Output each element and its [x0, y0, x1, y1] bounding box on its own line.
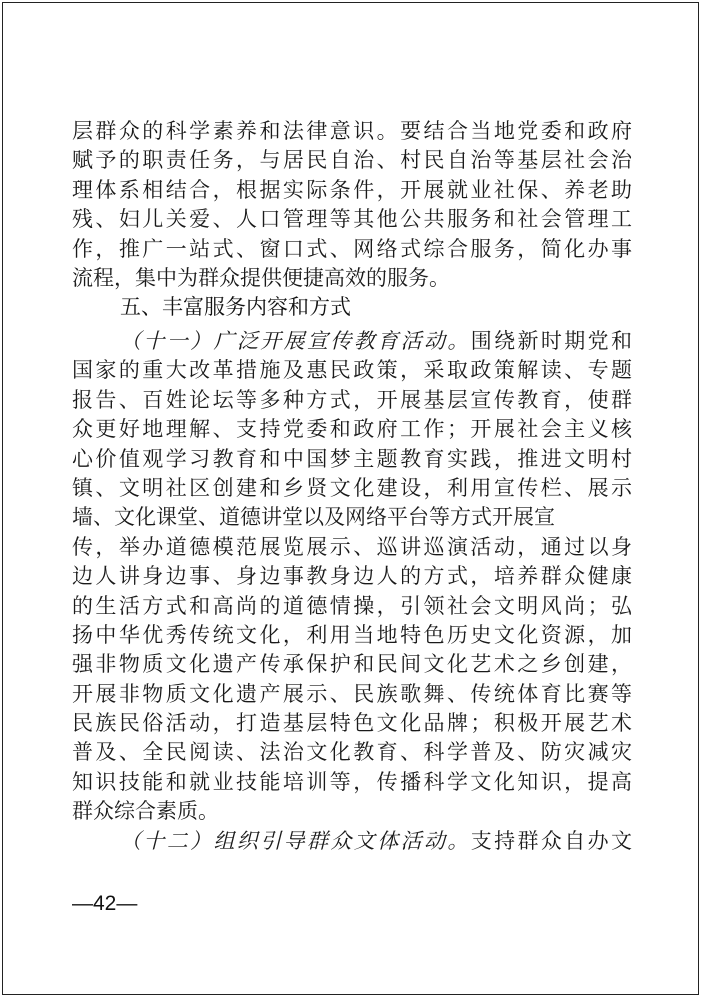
text-line: 流程，集中为群众提供便捷高效的服务。 [72, 265, 450, 290]
text-line: 开展非物质文化遗产展示、民族歌舞、传统体育比赛等 [72, 681, 632, 706]
text-line: 民族民俗活动，打造基层特色文化品牌；积极开展艺术 [72, 711, 632, 736]
text-line: 理体系相结合，根据实际条件，开展就业社保、养老助 [72, 177, 632, 202]
text-line: 报告、百姓论坛等多种方式，开展基层宣传教育，使群 [72, 387, 632, 412]
paragraph-publicity-education [72, 327, 632, 856]
text-line: 国家的重大改革措施及惠民政策，采取政策解读、专题 [72, 358, 632, 383]
text-line: 群众综合素质。 [72, 799, 219, 824]
clause-lead: （十一）广泛开展宣传教育活动。 [120, 329, 471, 353]
paragraph-service-integration [72, 117, 632, 293]
text-line: 边人讲身边事、身边事教身边人的方式，培养群众健康 [72, 564, 632, 589]
text-line: 残、妇儿关爱、人口管理等其他公共服务和社会管理工 [72, 207, 632, 232]
clause-text: 围绕新时期党和 [470, 329, 633, 353]
text-line: 镇、文明社区创建和乡贤文化建设，利用宣传栏、展示 [72, 475, 632, 500]
clause-lead: （十二）组织引导群众文体活动。 [120, 828, 471, 853]
page-number: —42— [72, 892, 138, 915]
text-line: 知识技能和就业技能培训等，传播科学文化知识，提高 [72, 769, 632, 794]
text-line: 传，举办道德模范展览展示、巡讲巡演活动，通过以身 [72, 534, 632, 559]
text-line: 强非物质文化遗产传承保护和民间文化艺术之乡创建， [72, 652, 632, 677]
paragraph-first-line [72, 327, 632, 356]
section-heading: 五、丰富服务内容和方式 [120, 295, 351, 319]
text-line: 层群众的科学素养和法律意识。要结合当地党委和政府 [72, 119, 632, 143]
text-line: 普及、全民阅读、法治文化教育、科学普及、防灾减灾 [72, 740, 632, 765]
clause-text: 支持群众自办文 [470, 828, 633, 853]
text-line: 墙、文化课堂、道德讲堂以及网络平台等方式开展宣 [72, 505, 555, 530]
text-line: 的生活方式和高尚的道德情操，引领社会文明风尚；弘 [72, 593, 632, 618]
text-line: 赋予的职责任务，与居民自治、村民自治等基层社会治 [72, 148, 632, 173]
text-line: 心价值观学习教育和中国梦主题教育实践，推进文明村 [72, 446, 632, 471]
text-line: 扬中华优秀传统文化，利用当地特色历史文化资源，加 [72, 622, 632, 647]
text-line: 众更好地理解、支持党委和政府工作；开展社会主义核 [72, 417, 632, 442]
text-line: 作，推广一站式、窗口式、网络式综合服务，简化办事 [72, 236, 632, 261]
paragraph-first-line [72, 827, 632, 856]
